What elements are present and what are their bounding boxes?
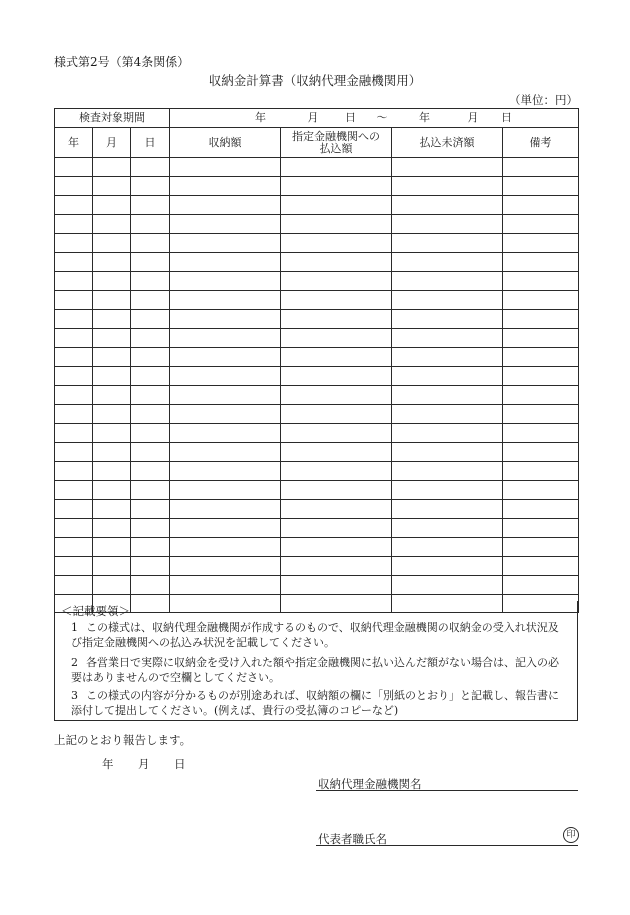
table-cell[interactable] [93, 405, 131, 424]
table-cell[interactable] [55, 443, 93, 462]
table-cell[interactable] [55, 500, 93, 519]
representative-label: 代表者職氏名 [318, 832, 387, 846]
table-cell[interactable] [55, 348, 93, 367]
table-cell[interactable] [392, 481, 503, 500]
table-row [55, 443, 579, 462]
table-cell[interactable] [170, 576, 281, 595]
col-header-unpaid: 払込未済額 [392, 128, 503, 158]
table-cell[interactable] [93, 538, 131, 557]
period-year-label: 年 [255, 111, 267, 124]
table-cell[interactable] [392, 196, 503, 215]
table-cell[interactable] [131, 253, 170, 272]
table-cell[interactable] [131, 196, 170, 215]
institution-name-line[interactable] [316, 790, 578, 791]
table-cell[interactable] [170, 196, 281, 215]
table-cell[interactable] [281, 310, 392, 329]
table-cell[interactable] [93, 234, 131, 253]
table-cell[interactable] [170, 310, 281, 329]
table-row [55, 386, 579, 405]
table-cell[interactable] [131, 215, 170, 234]
table-cell[interactable] [281, 196, 392, 215]
table-cell[interactable] [131, 310, 170, 329]
table-cell[interactable] [392, 443, 503, 462]
col-header-day: 日 [131, 128, 170, 158]
table-cell[interactable] [503, 538, 579, 557]
note-item [71, 656, 569, 685]
table-cell[interactable] [170, 424, 281, 443]
table-cell[interactable] [503, 215, 579, 234]
table-cell[interactable] [503, 177, 579, 196]
table-cell[interactable] [55, 557, 93, 576]
table-cell[interactable] [131, 500, 170, 519]
table-cell[interactable] [503, 367, 579, 386]
table-row [55, 538, 579, 557]
col-header-year: 年 [55, 128, 93, 158]
col-header-month: 月 [93, 128, 131, 158]
table-cell[interactable] [170, 272, 281, 291]
table-cell[interactable] [55, 272, 93, 291]
table-cell[interactable] [93, 500, 131, 519]
table-cell[interactable] [281, 177, 392, 196]
table-row [55, 405, 579, 424]
table-cell[interactable] [93, 576, 131, 595]
table-cell[interactable] [170, 481, 281, 500]
table-cell[interactable] [503, 253, 579, 272]
table-cell[interactable] [170, 177, 281, 196]
period-day-label: 日 [345, 111, 357, 124]
table-cell[interactable] [131, 576, 170, 595]
table-row [55, 253, 579, 272]
table-cell[interactable] [392, 272, 503, 291]
table-cell[interactable] [503, 196, 579, 215]
table-cell[interactable] [281, 348, 392, 367]
report-statement: 上記のとおり報告します。 [54, 733, 192, 747]
table-cell[interactable] [131, 158, 170, 177]
table-cell[interactable] [392, 386, 503, 405]
table-cell[interactable] [55, 234, 93, 253]
table-cell[interactable] [392, 462, 503, 481]
table-cell[interactable] [131, 348, 170, 367]
table-cell[interactable] [170, 253, 281, 272]
table-cell[interactable] [281, 386, 392, 405]
table-row [55, 481, 579, 500]
table-cell[interactable] [281, 253, 392, 272]
table-cell[interactable] [131, 443, 170, 462]
table-cell[interactable] [93, 177, 131, 196]
table-cell[interactable] [392, 367, 503, 386]
table-cell[interactable] [93, 291, 131, 310]
table-row [55, 215, 579, 234]
table-cell[interactable] [55, 481, 93, 500]
table-cell[interactable] [55, 177, 93, 196]
table-cell[interactable] [281, 234, 392, 253]
table-row [55, 158, 579, 177]
table-cell[interactable] [131, 405, 170, 424]
table-cell[interactable] [93, 329, 131, 348]
table-cell[interactable] [392, 158, 503, 177]
table-cell[interactable] [55, 424, 93, 443]
table-cell[interactable] [170, 348, 281, 367]
period-separator: ～ [376, 111, 388, 124]
note-text: この様式の内容が分かるものが別途あれば、収納額の欄に「別紙のとおり」と記載し、報告書に添付して提出してください。(例えば、貴行の受払簿のコピーなど) [71, 689, 559, 717]
note-number: 3 [71, 689, 78, 702]
table-cell[interactable] [503, 462, 579, 481]
table-cell[interactable] [281, 443, 392, 462]
table-cell[interactable] [281, 367, 392, 386]
table-cell[interactable] [170, 215, 281, 234]
column-header-row [55, 128, 579, 158]
table-cell[interactable] [93, 196, 131, 215]
table-cell[interactable] [170, 158, 281, 177]
table-cell[interactable] [55, 310, 93, 329]
table-cell[interactable] [131, 234, 170, 253]
table-cell[interactable] [281, 538, 392, 557]
table-cell[interactable] [392, 253, 503, 272]
table-cell[interactable] [503, 386, 579, 405]
table-row [55, 196, 579, 215]
table-row [55, 367, 579, 386]
table-row [55, 329, 579, 348]
table-cell[interactable] [55, 196, 93, 215]
date-day-label: 日 [174, 757, 186, 771]
table-cell[interactable] [170, 291, 281, 310]
table-cell[interactable] [392, 405, 503, 424]
table-row [55, 424, 579, 443]
table-cell[interactable] [392, 310, 503, 329]
note-number: 1 [71, 621, 78, 634]
note-text: この様式は、収納代理金融機関が作成するのもので、収納代理金融機関の収納金の受入れ状況及び指定金融機関への払込み状況を記載してください。 [71, 621, 559, 649]
period-month-label: 月 [307, 111, 319, 124]
period-label: 検査対象期間 [55, 109, 170, 128]
col-header-remarks: 備考 [503, 128, 579, 158]
table-cell[interactable] [170, 557, 281, 576]
table-cell[interactable] [392, 576, 503, 595]
table-cell[interactable] [281, 291, 392, 310]
table-row [55, 310, 579, 329]
period-end-year-label: 年 [419, 111, 431, 124]
table-cell[interactable] [503, 557, 579, 576]
table-cell[interactable] [281, 462, 392, 481]
table-cell[interactable] [281, 329, 392, 348]
notes-box [54, 601, 578, 721]
table-cell[interactable] [93, 443, 131, 462]
note-item [71, 621, 569, 650]
table-row [55, 348, 579, 367]
table-cell[interactable] [55, 367, 93, 386]
table-row [55, 272, 579, 291]
table-cell[interactable] [131, 367, 170, 386]
col-header-receipts: 収納額 [170, 128, 281, 158]
table-cell[interactable] [503, 519, 579, 538]
table-cell[interactable] [392, 234, 503, 253]
table-cell[interactable] [503, 576, 579, 595]
table-cell[interactable] [93, 557, 131, 576]
table-cell[interactable] [392, 215, 503, 234]
table-cell[interactable] [503, 481, 579, 500]
table-cell[interactable] [55, 158, 93, 177]
table-cell[interactable] [503, 424, 579, 443]
table-cell[interactable] [93, 348, 131, 367]
table-cell[interactable] [93, 386, 131, 405]
date-month-label: 月 [138, 757, 150, 771]
table-cell[interactable] [170, 386, 281, 405]
table-cell[interactable] [55, 291, 93, 310]
table-cell[interactable] [93, 253, 131, 272]
note-item [71, 689, 569, 718]
table-cell[interactable] [503, 234, 579, 253]
table-cell[interactable] [503, 405, 579, 424]
table-cell[interactable] [131, 424, 170, 443]
table-cell[interactable] [392, 348, 503, 367]
col-header-payment-line1: 指定金融機関への [292, 129, 381, 143]
table-cell[interactable] [55, 538, 93, 557]
form-number: 様式第2号（第4条関係） [54, 55, 190, 69]
table-cell[interactable] [55, 519, 93, 538]
table-cell[interactable] [503, 272, 579, 291]
table-cell[interactable] [392, 424, 503, 443]
table-cell[interactable] [170, 367, 281, 386]
table-cell[interactable] [392, 329, 503, 348]
table-cell[interactable] [93, 519, 131, 538]
table-cell[interactable] [93, 215, 131, 234]
table-cell[interactable] [55, 576, 93, 595]
table-cell[interactable] [131, 272, 170, 291]
table-cell[interactable] [170, 405, 281, 424]
table-cell[interactable] [392, 538, 503, 557]
table-cell[interactable] [93, 481, 131, 500]
notes-heading: ＜記載要領＞ [61, 604, 130, 618]
table-cell[interactable] [281, 424, 392, 443]
table-cell[interactable] [55, 253, 93, 272]
table-cell[interactable] [170, 462, 281, 481]
note-text: 各営業日で実際に収納金を受け入れた額や指定金融機関に払い込んだ額がない場合は、記入の必要はありませんので空欄としてください。 [71, 656, 559, 684]
date-year-label: 年 [102, 757, 114, 771]
period-range [170, 109, 579, 128]
table-cell[interactable] [93, 272, 131, 291]
seal-mark: 印 [563, 827, 579, 843]
table-cell[interactable] [392, 557, 503, 576]
table-cell[interactable] [503, 500, 579, 519]
table-cell[interactable] [131, 329, 170, 348]
table-cell[interactable] [281, 272, 392, 291]
table-row [55, 462, 579, 481]
table-row [55, 234, 579, 253]
table-cell[interactable] [281, 500, 392, 519]
table-cell[interactable] [55, 215, 93, 234]
table-cell[interactable] [170, 500, 281, 519]
table-cell[interactable] [170, 234, 281, 253]
institution-name-label: 収納代理金融機関名 [318, 777, 422, 791]
period-end-month-label: 月 [467, 111, 479, 124]
table-cell[interactable] [503, 329, 579, 348]
table-row [55, 177, 579, 196]
table-cell[interactable] [131, 519, 170, 538]
table-cell[interactable] [93, 310, 131, 329]
document-title: 収納金計算書（収納代理金融機関用） [208, 73, 422, 88]
table-cell[interactable] [131, 386, 170, 405]
table-cell[interactable] [55, 405, 93, 424]
table-row [55, 557, 579, 576]
representative-line[interactable] [316, 845, 578, 846]
table-cell[interactable] [93, 462, 131, 481]
table-cell[interactable] [93, 158, 131, 177]
table-cell[interactable] [93, 367, 131, 386]
table-cell[interactable] [170, 443, 281, 462]
table-cell[interactable] [131, 557, 170, 576]
table-row [55, 291, 579, 310]
table-cell[interactable] [170, 538, 281, 557]
table-cell[interactable] [55, 386, 93, 405]
table-cell[interactable] [503, 291, 579, 310]
table-cell[interactable] [503, 443, 579, 462]
table-cell[interactable] [281, 576, 392, 595]
table-row [55, 500, 579, 519]
table-cell[interactable] [55, 329, 93, 348]
table-cell[interactable] [131, 462, 170, 481]
table-row [55, 519, 579, 538]
table-cell[interactable] [503, 348, 579, 367]
table-cell[interactable] [131, 538, 170, 557]
table-cell[interactable] [503, 158, 579, 177]
table-cell[interactable] [281, 215, 392, 234]
table-cell[interactable] [131, 481, 170, 500]
table-cell[interactable] [392, 500, 503, 519]
table-cell[interactable] [55, 462, 93, 481]
table-cell[interactable] [170, 519, 281, 538]
table-cell[interactable] [131, 177, 170, 196]
table-cell[interactable] [170, 329, 281, 348]
table-row [55, 576, 579, 595]
col-header-payment [281, 128, 392, 158]
note-number: 2 [71, 656, 78, 669]
table-cell[interactable] [281, 405, 392, 424]
table-cell[interactable] [281, 557, 392, 576]
table-cell[interactable] [392, 177, 503, 196]
period-row [55, 109, 579, 128]
table-cell[interactable] [281, 158, 392, 177]
period-end-day-label: 日 [501, 111, 513, 124]
table-cell[interactable] [281, 481, 392, 500]
table-cell[interactable] [503, 310, 579, 329]
table-cell[interactable] [93, 424, 131, 443]
table-cell[interactable] [392, 519, 503, 538]
unit-note: （単位：円） [509, 93, 578, 107]
col-header-payment-line2: 払込額 [319, 141, 353, 155]
table-cell[interactable] [392, 291, 503, 310]
table-cell[interactable] [131, 291, 170, 310]
table-cell[interactable] [281, 519, 392, 538]
receipts-table [54, 108, 579, 613]
